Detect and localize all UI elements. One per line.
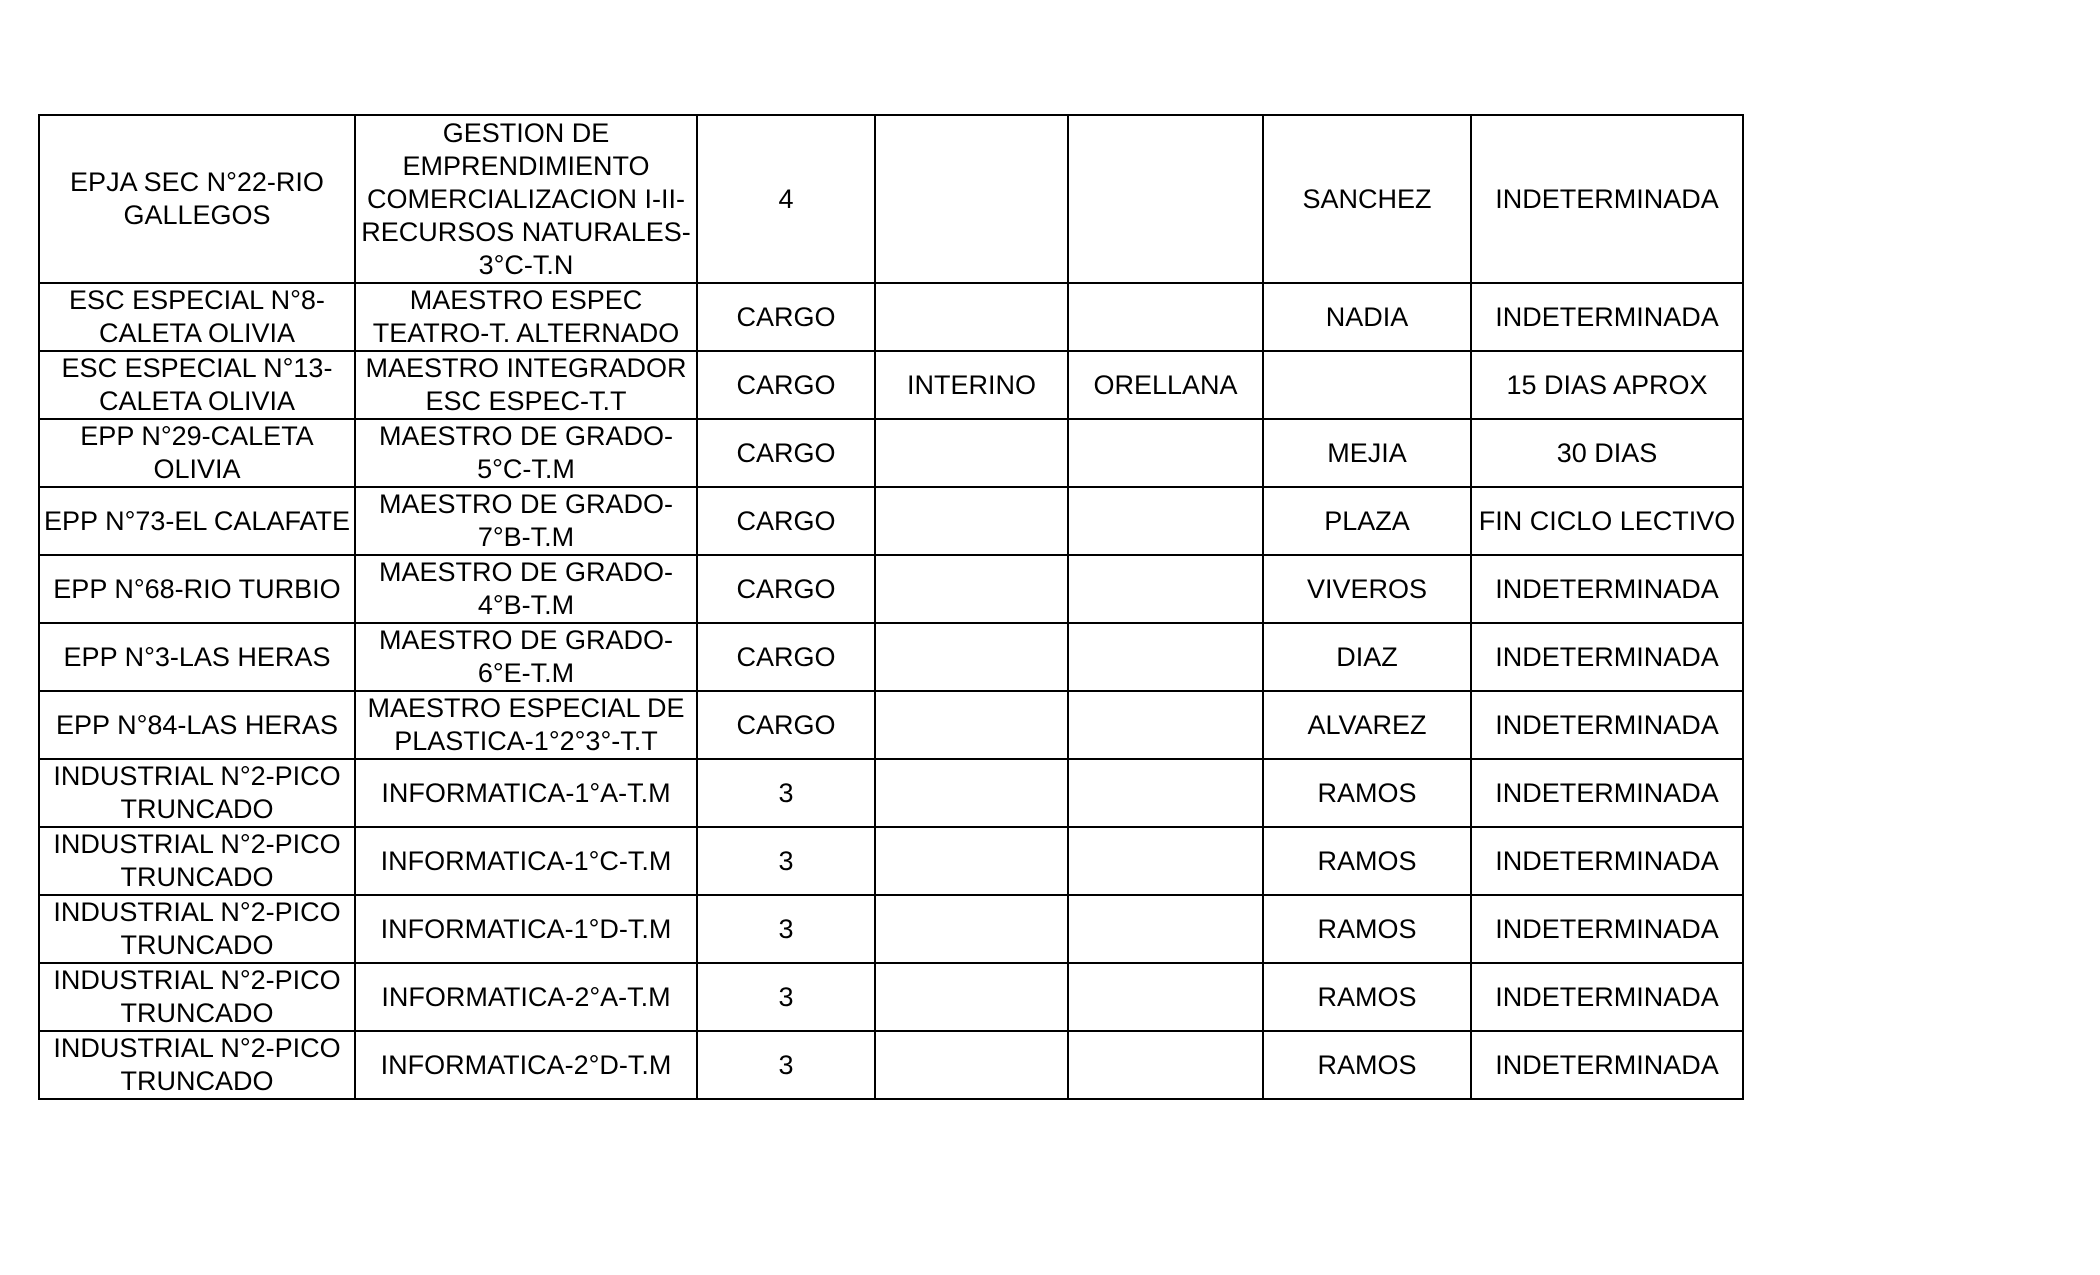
holder-cell[interactable]: MEJIA (1263, 419, 1471, 487)
hours-cell[interactable]: CARGO (697, 283, 875, 351)
status-cell[interactable] (875, 623, 1068, 691)
subject-cell[interactable]: INFORMATICA-1°A-T.M (355, 759, 697, 827)
table-row (39, 963, 1743, 1031)
school-cell[interactable]: INDUSTRIAL N°2-PICO TRUNCADO (39, 895, 355, 963)
hours-cell[interactable]: CARGO (697, 623, 875, 691)
duration-cell[interactable]: INDETERMINADA (1471, 283, 1743, 351)
hours-cell[interactable]: CARGO (697, 691, 875, 759)
duration-cell[interactable]: INDETERMINADA (1471, 759, 1743, 827)
subject-cell[interactable]: GESTION DE EMPRENDIMIENTO COMERCIALIZACION I-II-RECURSOS NATURALES-3°C-T.N (355, 115, 697, 283)
holder-cell[interactable]: RAMOS (1263, 827, 1471, 895)
holder-cell[interactable]: RAMOS (1263, 1031, 1471, 1099)
table-row (39, 1031, 1743, 1099)
table-row (39, 419, 1743, 487)
status-cell[interactable] (875, 895, 1068, 963)
duration-cell[interactable]: INDETERMINADA (1471, 691, 1743, 759)
holder-cell[interactable]: PLAZA (1263, 487, 1471, 555)
duration-cell[interactable]: INDETERMINADA (1471, 623, 1743, 691)
substitute-cell[interactable] (1068, 623, 1263, 691)
duration-cell[interactable]: FIN CICLO LECTIVO (1471, 487, 1743, 555)
table-row (39, 895, 1743, 963)
table-row (39, 283, 1743, 351)
status-cell[interactable] (875, 487, 1068, 555)
duration-cell[interactable]: INDETERMINADA (1471, 1031, 1743, 1099)
holder-cell[interactable]: RAMOS (1263, 759, 1471, 827)
spreadsheet-sheet (38, 114, 1744, 1100)
vacancies-table (38, 114, 1744, 1100)
holder-cell[interactable]: RAMOS (1263, 895, 1471, 963)
duration-cell[interactable]: INDETERMINADA (1471, 963, 1743, 1031)
holder-cell[interactable]: NADIA (1263, 283, 1471, 351)
substitute-cell[interactable] (1068, 1031, 1263, 1099)
duration-cell[interactable]: INDETERMINADA (1471, 555, 1743, 623)
status-cell[interactable] (875, 827, 1068, 895)
school-cell[interactable]: EPP N°29-CALETA OLIVIA (39, 419, 355, 487)
holder-cell[interactable]: DIAZ (1263, 623, 1471, 691)
school-cell[interactable]: INDUSTRIAL N°2-PICO TRUNCADO (39, 759, 355, 827)
subject-cell[interactable]: MAESTRO DE GRADO-7°B-T.M (355, 487, 697, 555)
school-cell[interactable]: ESC ESPECIAL N°13-CALETA OLIVIA (39, 351, 355, 419)
hours-cell[interactable]: 3 (697, 895, 875, 963)
substitute-cell[interactable] (1068, 691, 1263, 759)
holder-cell[interactable]: ALVAREZ (1263, 691, 1471, 759)
duration-cell[interactable]: 30 DIAS (1471, 419, 1743, 487)
hours-cell[interactable]: 3 (697, 963, 875, 1031)
hours-cell[interactable]: 4 (697, 115, 875, 283)
status-cell[interactable] (875, 759, 1068, 827)
subject-cell[interactable]: MAESTRO ESPECIAL DE PLASTICA-1°2°3°-T.T (355, 691, 697, 759)
status-cell[interactable] (875, 1031, 1068, 1099)
substitute-cell[interactable] (1068, 759, 1263, 827)
holder-cell[interactable]: RAMOS (1263, 963, 1471, 1031)
hours-cell[interactable]: CARGO (697, 351, 875, 419)
school-cell[interactable]: INDUSTRIAL N°2-PICO TRUNCADO (39, 1031, 355, 1099)
substitute-cell[interactable] (1068, 963, 1263, 1031)
hours-cell[interactable]: 3 (697, 827, 875, 895)
holder-cell[interactable]: SANCHEZ (1263, 115, 1471, 283)
duration-cell[interactable]: INDETERMINADA (1471, 115, 1743, 283)
table-row (39, 115, 1743, 283)
subject-cell[interactable]: MAESTRO ESPEC TEATRO-T. ALTERNADO (355, 283, 697, 351)
status-cell[interactable] (875, 419, 1068, 487)
hours-cell[interactable]: 3 (697, 759, 875, 827)
school-cell[interactable]: ESC ESPECIAL N°8-CALETA OLIVIA (39, 283, 355, 351)
substitute-cell[interactable] (1068, 115, 1263, 283)
subject-cell[interactable]: INFORMATICA-2°D-T.M (355, 1031, 697, 1099)
status-cell[interactable] (875, 691, 1068, 759)
school-cell[interactable]: EPP N°68-RIO TURBIO (39, 555, 355, 623)
substitute-cell[interactable] (1068, 487, 1263, 555)
status-cell[interactable] (875, 283, 1068, 351)
subject-cell[interactable]: INFORMATICA-1°C-T.M (355, 827, 697, 895)
table-body (39, 115, 1743, 1099)
subject-cell[interactable]: MAESTRO DE GRADO-6°E-T.M (355, 623, 697, 691)
hours-cell[interactable]: 3 (697, 1031, 875, 1099)
subject-cell[interactable]: MAESTRO DE GRADO-4°B-T.M (355, 555, 697, 623)
status-cell[interactable] (875, 963, 1068, 1031)
school-cell[interactable]: INDUSTRIAL N°2-PICO TRUNCADO (39, 963, 355, 1031)
substitute-cell[interactable] (1068, 555, 1263, 623)
substitute-cell[interactable] (1068, 895, 1263, 963)
table-row (39, 827, 1743, 895)
school-cell[interactable]: EPJA SEC N°22-RIO GALLEGOS (39, 115, 355, 283)
subject-cell[interactable]: MAESTRO INTEGRADOR ESC ESPEC-T.T (355, 351, 697, 419)
school-cell[interactable]: EPP N°3-LAS HERAS (39, 623, 355, 691)
duration-cell[interactable]: INDETERMINADA (1471, 827, 1743, 895)
school-cell[interactable]: EPP N°73-EL CALAFATE (39, 487, 355, 555)
duration-cell[interactable]: 15 DIAS APROX (1471, 351, 1743, 419)
school-cell[interactable]: EPP N°84-LAS HERAS (39, 691, 355, 759)
table-row (39, 691, 1743, 759)
table-row (39, 351, 1743, 419)
duration-cell[interactable]: INDETERMINADA (1471, 895, 1743, 963)
hours-cell[interactable]: CARGO (697, 555, 875, 623)
substitute-cell[interactable]: ORELLANA (1068, 351, 1263, 419)
subject-cell[interactable]: MAESTRO DE GRADO-5°C-T.M (355, 419, 697, 487)
subject-cell[interactable]: INFORMATICA-1°D-T.M (355, 895, 697, 963)
table-row (39, 623, 1743, 691)
substitute-cell[interactable] (1068, 827, 1263, 895)
subject-cell[interactable]: INFORMATICA-2°A-T.M (355, 963, 697, 1031)
status-cell[interactable] (875, 115, 1068, 283)
table-row (39, 487, 1743, 555)
status-cell[interactable] (875, 555, 1068, 623)
holder-cell[interactable] (1263, 351, 1471, 419)
status-cell[interactable]: INTERINO (875, 351, 1068, 419)
table-row (39, 555, 1743, 623)
substitute-cell[interactable] (1068, 419, 1263, 487)
substitute-cell[interactable] (1068, 283, 1263, 351)
school-cell[interactable]: INDUSTRIAL N°2-PICO TRUNCADO (39, 827, 355, 895)
table-row (39, 759, 1743, 827)
holder-cell[interactable]: VIVEROS (1263, 555, 1471, 623)
hours-cell[interactable]: CARGO (697, 419, 875, 487)
hours-cell[interactable]: CARGO (697, 487, 875, 555)
